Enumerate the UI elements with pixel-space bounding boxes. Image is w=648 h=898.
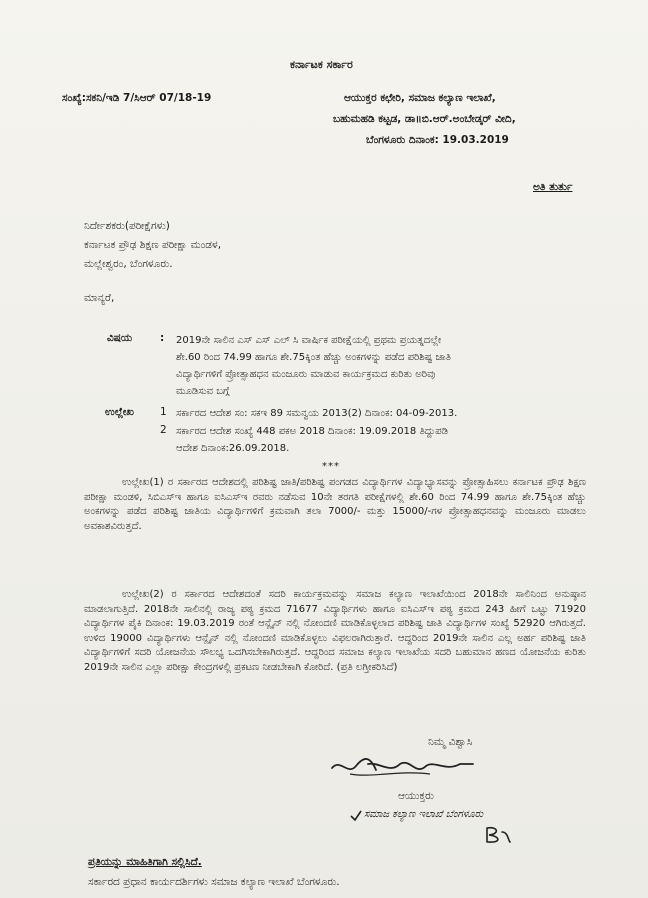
letter-date: ಬೆಂಗಳೂರು ದಿನಾಂಕ: 19.03.2019 [366,134,509,146]
reference-2-text: ಸರ್ಕಾರದ ಆದೇಶ ಸಂಖ್ಯೆ 448 ಪಕಅ 2018 ದಿನಾಂಕ: 19.09.2018 ತಿದ್ದುಪಡಿ [176,426,449,437]
reference-2-text-cont: ಆದೇಶ ದಿನಾಂಕ:26.09.2018. [176,443,290,454]
government-heading: ಕರ್ನಾಟಕ ಸರ್ಕಾರ [290,58,353,71]
subject-line4: ಮೂಡಿಸುವ ಬಗ್ಗೆ [176,386,230,397]
office-address-line1: ಆಯುಕ್ತರ ಕಛೇರಿ, ಸಮಾಜ ಕಲ್ಯಾಣ ಇಲಾಖೆ, [344,92,496,104]
body-paragraph-2: ಉಲ್ಲೇಖ(2) ರ ಸರ್ಕಾರದ ಆದೇಶದಂತೆ ಸದರಿ ಕಾರ್ಯಕ್ರಮವನ್ನು ಸಮಾಜ ಕಲ್ಯಾಣ ಇಲಾಖೆಯಿಂದ 2018ನೇ ಸಾಲಿನಿಂದ ಅನುಷ್ಠಾನ ಮಾಡಲಾಗುತ್ತಿದೆ. 2018ನೇ ಸಾಲಿನಲ್ಲಿ ರಾಜ್ಯ ಪಠ್ಯ ಕ್ರಮದ 71677 ವಿದ್ಯಾರ್ಥಿಗಳು ಹಾಗೂ ಐಸಿಎಸ್‌ಇ ಪಠ್ಯ ಕ್ರಮದ 243 ಹೀಗೆ ಒಟ್ಟು 71920 ವಿದ್ಯಾರ್ಥಿಗಳ ಪೈಕಿ ದಿನಾಂಕ: 19.03.2019 ರಂತೆ ಆನ್ಲೈನ್ ನಲ್ಲಿ ನೋಂದಣಿ ಮಾಡಿಕೊಳ್ಳಲಾದ ಪರಿಶಿಷ್ಟ ಜಾತಿ ವಿದ್ಯಾರ್ಥಿಗಳ ಸಂಖ್ಯೆ 52920 ಆಗಿರುತ್ತದೆ. ಉಳಿದ 19000 ವಿದ್ಯಾರ್ಥಿಗಳು ಆನ್ಲೈನ್ ನಲ್ಲಿ ನೋಂದಣಿ ಮಾಡಿಕೊಳ್ಳಲು ವಿಫಲರಾಗಿರುತ್ತಾರೆ. ಆದ್ದರಿಂದ 2019ನೇ ಸಾಲಿನ ಎಲ್ಲ ಅರ್ಹ ಪರಿಶಿಷ್ಟ ಜಾತಿ ವಿದ್ಯಾರ್ಥಿಗಳಿಗೆ ಸದರಿ ಯೋಜನೆಯ ಸೌಲಭ್ಯ ಒದಗಿಸಬೇಕಾಗಿರುತ್ತದೆ. ಆದ್ದರಿಂದ ಸಮಾಜ ಕಲ್ಯಾಣ ಇಲಾಖೆಯ ಸದರಿ ಬಹುಮಾನ ಹಣದ ಯೋಜನೆಯ ಕುರಿತು 2019ನೇ ಸಾಲಿನ ಎಲ್ಲಾ ಪರೀಕ್ಷಾ ಕೇಂದ್ರಗಳಲ್ಲಿ ಪ್ರಕಟಣ ನೀಡಬೇಕಾಗಿ ಕೋರಿದೆ. (ಪ್ರತಿ ಲಗ್ತೀಕರಿಸಿದೆ) [84,589,586,673]
copy-to-label: ಪ್ರತಿಯನ್ನು ಮಾಹಿತಿಗಾಗಿ ಸಲ್ಲಿಸಿದೆ. [88,856,202,868]
office-address-line2: ಬಹುಮಹಡಿ ಕಟ್ಟಡ, ಡಾ॥ಬಿ.ಆರ್.ಅಂಬೇಡ್ಕರ್ ವೀದಿ, [333,113,516,125]
section-separator: *** [322,461,340,472]
recipient-line3: ಮಲ್ಲೇಶ್ವರಂ, ಬೆಂಗಳೂರು. [84,258,173,270]
urgent-stamp: ಅತಿ ತುರ್ತು [533,181,573,193]
subject-line1: 2019ನೇ ಸಾಲಿನ ಎಸ್ ಎಸ್ ಎಲ್ ಸಿ ವಾರ್ಷಿಕ ಪರೀಕ್ಷೆಯಲ್ಲಿ ಪ್ರಥಮ ಪ್ರಯತ್ನದಲ್ಲೇ [176,335,442,346]
reference-2-number: 2 [160,424,167,436]
subject-colon: : [160,332,165,344]
initials-signature-image [484,824,512,846]
subject-label: ವಿಷಯ [107,332,133,344]
yours-faithfully: ನಿಮ್ಮ ವಿಶ್ವಾಸಿ [428,736,473,748]
signatory-designation: ಆಯುಕ್ತರು [398,790,435,802]
reference-1-number: 1 [160,406,167,418]
subject-line3: ವಿದ್ಯಾರ್ಥಿಗಳಿಗೆ ಪ್ರೋತ್ಸಾಹಧನ ಮಂಜೂರು ಮಾಡುವ ಕಾರ್ಯಕ್ರಮದ ಕುರಿತು ಅರಿವು [176,369,436,380]
signatory-department: ಸಮಾಜ ಕಲ್ಯಾಣ ಇಲಾಖೆ ಬೆಂಗಳೂರು [364,809,484,820]
reference-number: ಸಂಖ್ಯೆ:ಸಕನಿ/ಇಡಿ 7/ಸಿಆರ್ 07/18-19 [62,92,212,104]
recipient-line2: ಕರ್ನಾಟಕ ಪ್ರೌಢ ಶಿಕ್ಷಣ ಪರೀಕ್ಷಾ ಮಂಡಳ, [84,239,222,251]
recipient-line1: ನಿರ್ದೇಶಕರು(ಪರೀಕ್ಷೆಗಳು) [84,220,170,232]
reference-1-text: ಸರ್ಕಾರದ ಆದೇಶ ಸಂ: ಸಕಇ 89 ಸಮನ್ವಯ 2013(2) ದಿನಾಂಕ: 04-09-2013. [176,408,458,419]
signature-check-icon [350,810,362,822]
subject-line2: ಶೇ.60 ರಿಂದ 74.99 ಹಾಗೂ ಶೇ.75ಕ್ಕಿಂತ ಹೆಚ್ಚು ಅಂಕಗಳನ್ನು ಪಡೆದ ಪರಿಶಿಷ್ಟ ಜಾತಿ [176,352,452,363]
references-label: ಉಲ್ಲೇಖ [105,406,134,418]
copy-to-recipient: ಸರ್ಕಾರದ ಪ್ರಧಾನ ಕಾರ್ಯದರ್ಶಿಗಳು ಸಮಾಜ ಕಲ್ಯಾಣ ಇಲಾಖೆ ಬೆಂಗಳೂರು. [88,876,340,888]
signature-image [330,752,475,782]
salutation: ಮಾನ್ಯರೆ, [84,292,115,304]
body-paragraph-1: ಉಲ್ಲೇಖ(1) ರ ಸರ್ಕಾರದ ಆದೇಶದಲ್ಲಿ ಪರಿಶಿಷ್ಟ ಜಾತಿ/ಪರಿಶಿಷ್ಟ ಪಂಗಡದ ವಿದ್ಯಾರ್ಥಿಗಳ ವಿದ್ಯಾಭ್ಯಾಸವನ್ನು ಪ್ರೋತ್ಸಾಹಿಸಲು ಕರ್ನಾಟಕ ಪ್ರೌಢ ಶಿಕ್ಷಣ ಪರೀಕ್ಷಾ ಮಂಡಳಿ, ಸಿಬಿಎಸ್‌ಇ ಹಾಗೂ ಐಸಿಎಸ್‌ಇ ರವರು ನಡೆಸುವ 10ನೇ ತರಗತಿ ಪರೀಕ್ಷೆಗಳಲ್ಲಿ ಶೇ.60 ರಿಂದ 74.99 ಹಾಗೂ ಶೇ.75ಕ್ಕಿಂತ ಹೆಚ್ಚು ಅಂಕಗಳನ್ನು ಪಡೆದ ಪರಿಶಿಷ್ಟ ಜಾತಿಯ ವಿದ್ಯಾರ್ಥಿಗಳಿಗೆ ಕ್ರಮವಾಗಿ ತಲಾ 7000/- ಮತ್ತು 15000/-ಗಳ ಪ್ರೋತ್ಸಾಹಧನವನ್ನು ಮಂಜೂರು ಮಾಡಲು ಅವಕಾಶವಿರುತ್ತದೆ. [84,477,586,532]
